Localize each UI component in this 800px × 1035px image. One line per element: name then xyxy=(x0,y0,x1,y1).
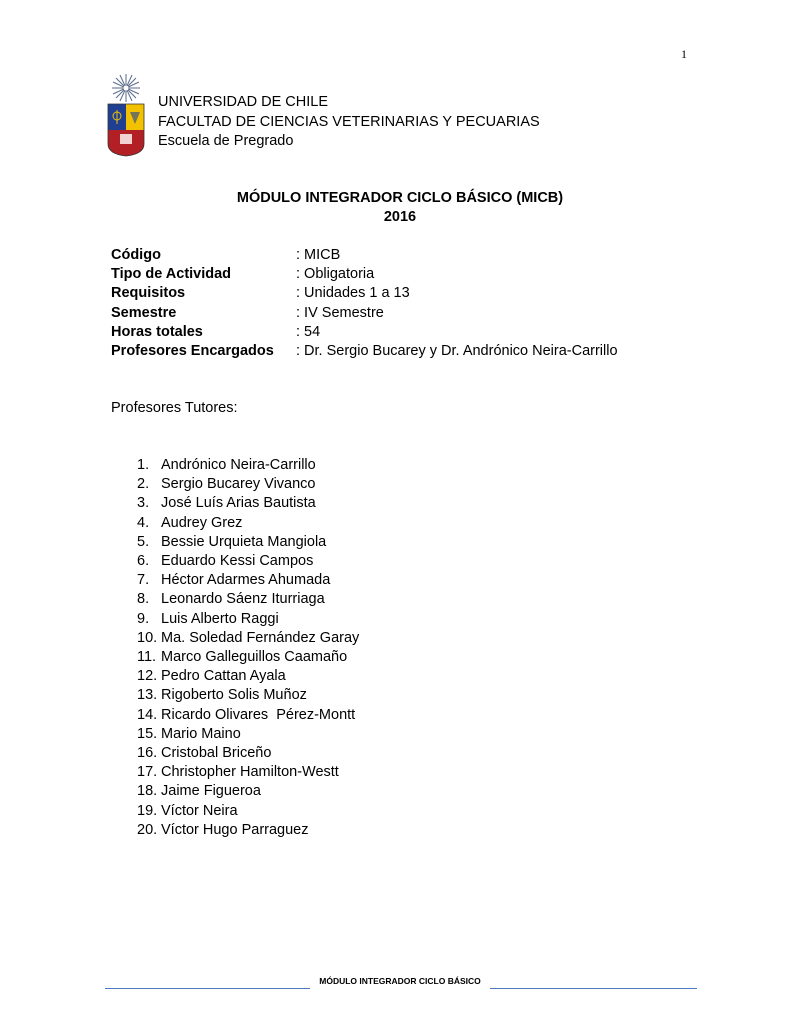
tutor-name: Luis Alberto Raggi xyxy=(161,610,279,627)
list-number: 6. xyxy=(137,553,150,570)
info-label: Horas totales xyxy=(111,323,203,340)
info-label: Tipo de Actividad xyxy=(111,266,232,283)
info-row-semester xyxy=(111,304,618,323)
page-footer xyxy=(105,975,697,995)
list-item xyxy=(137,533,359,552)
tutor-name: Cristobal Briceño xyxy=(161,745,272,762)
info-row-requirements xyxy=(111,284,618,303)
tutor-name: Rigoberto Solis Muñoz xyxy=(161,687,307,704)
info-row-activity-type xyxy=(111,265,618,284)
list-number: 7. xyxy=(137,572,150,589)
list-item xyxy=(137,686,359,705)
list-item xyxy=(137,610,359,629)
info-value: : IV Semestre xyxy=(296,304,384,321)
list-number: 19. xyxy=(137,802,158,819)
info-value: : Unidades 1 a 13 xyxy=(296,285,410,302)
university-name: UNIVERSIDAD DE CHILE xyxy=(158,94,329,110)
info-label: Requisitos xyxy=(111,285,186,302)
list-item xyxy=(137,725,359,744)
tutor-name: Andrónico Neira-Carrillo xyxy=(161,457,316,473)
list-item xyxy=(137,706,359,725)
shield-icon xyxy=(108,104,144,156)
list-number: 14. xyxy=(137,706,158,723)
tutor-name: Marco Galleguillos Caamaño xyxy=(161,649,348,666)
list-number: 9. xyxy=(137,610,150,627)
list-item xyxy=(137,514,359,533)
tutor-name: Mario Maino xyxy=(161,725,241,742)
list-number: 8. xyxy=(137,591,150,608)
list-item xyxy=(137,763,359,782)
list-item xyxy=(137,629,359,648)
info-value: : Obligatoria xyxy=(296,266,375,283)
list-number: 11. xyxy=(137,649,157,666)
school-name: Escuela de Pregrado xyxy=(158,133,294,149)
list-number: 5. xyxy=(137,533,150,550)
list-number: 20. xyxy=(137,821,158,838)
list-number: 4. xyxy=(137,514,150,531)
page-number: 1 xyxy=(681,47,687,61)
faculty-name: FACULTAD DE CIENCIAS VETERINARIAS Y PECUARIAS xyxy=(158,113,540,130)
list-item xyxy=(137,782,359,801)
tutors-heading: Profesores Tutores: xyxy=(111,400,238,416)
footer-title: MÓDULO INTEGRADOR CICLO BÁSICO xyxy=(319,976,481,986)
module-title: MÓDULO INTEGRADOR CICLO BÁSICO (MICB) xyxy=(236,190,564,206)
list-number: 16. xyxy=(137,745,158,762)
list-number: 2. xyxy=(137,476,150,493)
tutor-name: José Luís Arias Bautista xyxy=(161,495,316,512)
tutor-name: Víctor Neira xyxy=(161,802,238,819)
info-value: : 54 xyxy=(296,323,321,340)
list-number: 3. xyxy=(137,495,150,512)
module-year: 2016 xyxy=(383,209,417,225)
info-value: : Dr. Sergio Bucarey y Dr. Andrónico Neira-Carrillo xyxy=(296,343,618,360)
list-item xyxy=(137,648,359,667)
info-row-code xyxy=(111,246,618,265)
info-row-total-hours xyxy=(111,323,618,342)
list-item xyxy=(137,475,359,494)
footer-rule-right xyxy=(490,988,697,989)
tutor-name: Víctor Hugo Parraguez xyxy=(161,821,309,838)
tutor-name: Sergio Bucarey Vivanco xyxy=(161,476,316,493)
course-info xyxy=(111,246,618,361)
list-number: 17. xyxy=(137,764,158,781)
tutor-name: Ricardo Olivares Pérez-Montt xyxy=(161,706,356,723)
tutor-name: Audrey Grez xyxy=(161,514,243,531)
tutor-name: Bessie Urquieta Mangiola xyxy=(161,533,327,550)
info-label: Código xyxy=(111,247,161,263)
document-title xyxy=(100,189,700,227)
list-item xyxy=(137,821,359,840)
list-number: 13. xyxy=(137,687,158,704)
tutor-name: Christopher Hamilton-Westt xyxy=(161,764,339,781)
university-crest-logo xyxy=(106,72,146,158)
footer-rule-left xyxy=(105,988,310,989)
tutor-name: Pedro Cattan Ayala xyxy=(161,668,286,685)
tutor-name: Leonardo Sáenz Iturriaga xyxy=(161,591,325,608)
list-item xyxy=(137,590,359,609)
list-number: 1. xyxy=(137,457,150,473)
list-item xyxy=(137,744,359,763)
tutor-name: Ma. Soledad Fernández Garay xyxy=(161,629,360,646)
list-number: 10. xyxy=(137,629,158,646)
tutor-name: Jaime Figueroa xyxy=(161,783,261,800)
tutor-name: Eduardo Kessi Campos xyxy=(161,553,314,570)
info-row-professors xyxy=(111,342,618,361)
info-value: : MICB xyxy=(296,247,341,263)
list-item xyxy=(137,456,359,475)
list-number: 15. xyxy=(137,725,158,742)
list-item xyxy=(137,667,359,686)
list-item xyxy=(137,494,359,513)
list-number: 18. xyxy=(137,783,158,800)
info-label: Profesores Encargados xyxy=(111,343,274,360)
list-number: 12. xyxy=(137,668,158,685)
list-item xyxy=(137,552,359,571)
list-item xyxy=(137,571,359,590)
info-label: Semestre xyxy=(111,304,177,321)
institution-header xyxy=(158,93,540,152)
tutor-list xyxy=(137,456,359,840)
tutor-name: Héctor Adarmes Ahumada xyxy=(161,572,331,589)
list-item xyxy=(137,802,359,821)
